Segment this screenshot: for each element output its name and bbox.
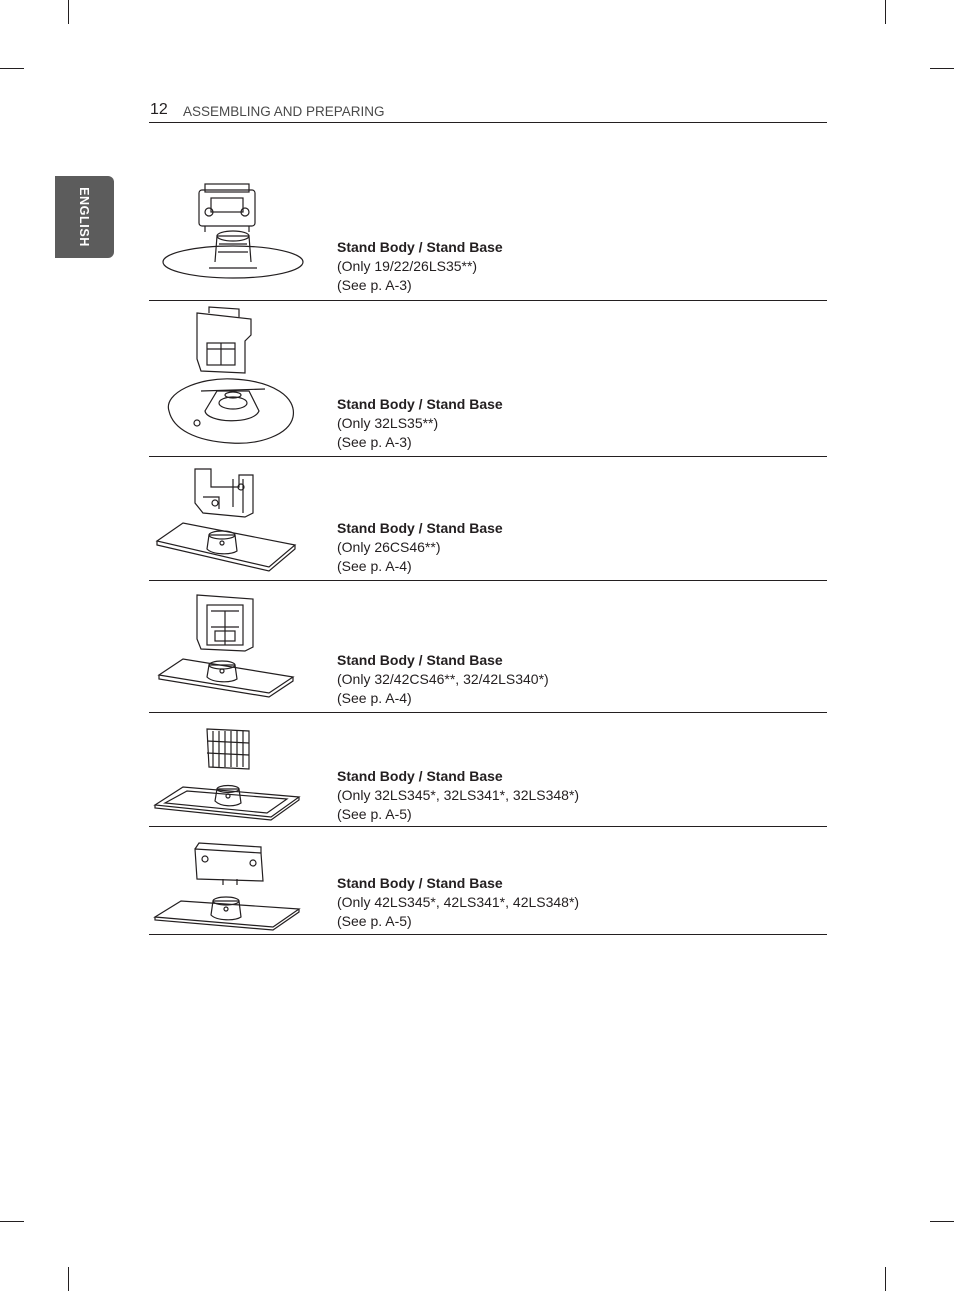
item-models: (Only 19/22/26LS35**) (337, 258, 478, 274)
item-text (337, 519, 503, 576)
item-page-ref: (See p. A-5) (337, 806, 412, 822)
item-text (337, 874, 579, 931)
item-text (337, 238, 503, 295)
item-text (337, 651, 549, 708)
crop-mark (885, 1267, 886, 1291)
stand-illustration (149, 174, 319, 300)
table-row (149, 827, 827, 935)
crop-mark (0, 1221, 24, 1222)
item-title: Stand Body / Stand Base (337, 875, 503, 891)
page-number: 12 (150, 101, 168, 118)
section-title: ASSEMBLING AND PREPARING (183, 104, 385, 119)
item-title: Stand Body / Stand Base (337, 768, 503, 784)
item-text (337, 767, 579, 824)
table-row (149, 457, 827, 581)
language-tab (55, 176, 114, 258)
stand-illustration (149, 581, 319, 712)
table-row (149, 713, 827, 827)
item-title: Stand Body / Stand Base (337, 520, 503, 536)
item-page-ref: (See p. A-3) (337, 277, 412, 293)
crop-mark (930, 1221, 954, 1222)
table-row (149, 581, 827, 713)
item-models: (Only 26CS46**) (337, 539, 441, 555)
crop-mark (0, 68, 24, 69)
item-title: Stand Body / Stand Base (337, 396, 503, 412)
item-page-ref: (See p. A-3) (337, 434, 412, 450)
item-models: (Only 32LS35**) (337, 415, 439, 431)
crop-mark (930, 68, 954, 69)
language-tab-label: ENGLISH (77, 187, 91, 247)
item-page-ref: (See p. A-4) (337, 690, 412, 706)
stand-illustration (149, 457, 319, 580)
stand-illustration (149, 827, 319, 934)
crop-mark (68, 1267, 69, 1291)
item-page-ref: (See p. A-5) (337, 913, 412, 929)
item-title: Stand Body / Stand Base (337, 652, 503, 668)
table-row (149, 174, 827, 301)
stand-parts-table (149, 174, 827, 935)
stand-illustration (149, 301, 319, 456)
crop-mark (885, 0, 886, 24)
item-page-ref: (See p. A-4) (337, 558, 412, 574)
item-models: (Only 32LS345*, 32LS341*, 32LS348*) (337, 787, 580, 803)
crop-mark (68, 0, 69, 24)
page-header (149, 100, 827, 123)
item-text (337, 395, 503, 452)
table-row (149, 301, 827, 457)
stand-illustration (149, 713, 319, 826)
item-title: Stand Body / Stand Base (337, 239, 503, 255)
item-models: (Only 42LS345*, 42LS341*, 42LS348*) (337, 894, 580, 910)
item-models: (Only 32/42CS46**, 32/42LS340*) (337, 671, 549, 687)
